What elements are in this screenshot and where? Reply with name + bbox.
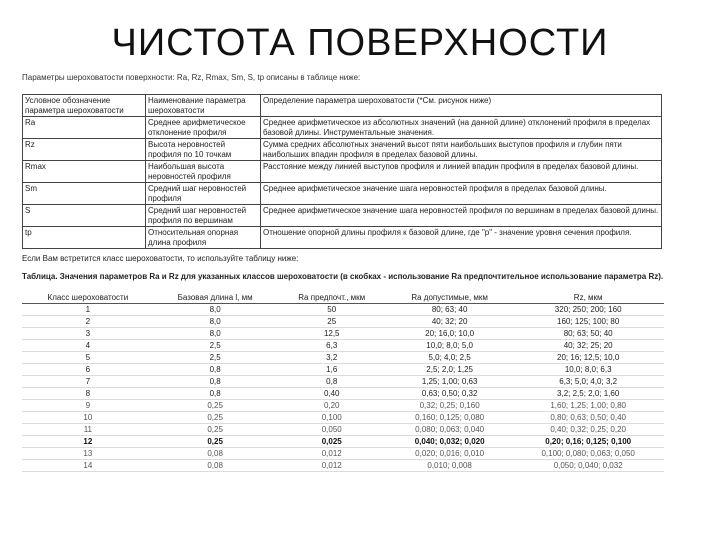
- table-cell: 20; 16; 12,5; 10,0: [512, 352, 664, 364]
- table-cell: 40; 32; 25; 20: [512, 340, 664, 352]
- table-cell: 0,100; 0,080; 0,063; 0,050: [512, 448, 664, 460]
- table-cell: 0,8: [277, 376, 387, 388]
- table-cell: 4: [22, 340, 154, 352]
- definition-cell: Сумма средних абсолютных значений высот пяти наибольших выступов профиля и глубин пяти наибольших впадин профиля в пределах базовой длины.: [261, 139, 662, 161]
- header-cell: Ra допустимые, мкм: [387, 292, 512, 304]
- slide-title: ЧИСТОТА ПОВЕРХНОСТИ: [111, 22, 609, 64]
- header-cell: Ra предпочт., мкм: [277, 292, 387, 304]
- definition-cell: Среднее арифметическое значение шага неровностей профиля в пределах базовой длины.: [261, 183, 662, 205]
- table-cell: 0,08: [154, 460, 277, 472]
- table-caption: Таблица. Значения параметров Ra и Rz для указанных классов шероховатости (в скобках - использование Ra предпочтительное использование параметра Rz).: [22, 272, 664, 281]
- table-cell: 40; 32; 20: [387, 316, 512, 328]
- table-cell: 0,010; 0,008: [387, 460, 512, 472]
- table-cell: 5,0; 4,0; 2,5: [387, 352, 512, 364]
- table-cell: 11: [22, 424, 154, 436]
- symbol-cell: tp: [23, 227, 146, 249]
- table-cell: 6,3: [277, 340, 387, 352]
- table-cell: 9: [22, 400, 154, 412]
- table-cell: 0,8: [154, 376, 277, 388]
- table-row: [22, 304, 664, 316]
- table-cell: 0,050; 0,040; 0,032: [512, 460, 664, 472]
- table-cell: 5: [22, 352, 154, 364]
- table-cell: 2: [22, 316, 154, 328]
- table-cell: 20; 16,0; 10,0: [387, 328, 512, 340]
- symbol-cell: S: [23, 205, 146, 227]
- table-cell: 14: [22, 460, 154, 472]
- header-cell: Наименование параметра шероховатости: [146, 95, 261, 117]
- intro-text: Параметры шероховатости поверхности: Ra, Rz, Rmax, Sm, S, tp описаны в таблице ниже:: [22, 73, 361, 82]
- table-row: [22, 316, 664, 328]
- table-cell: 0,050: [277, 424, 387, 436]
- table-cell: 0,40: [277, 388, 387, 400]
- table-row: [22, 328, 664, 340]
- symbol-cell: Sm: [23, 183, 146, 205]
- table-cell: 0,025: [277, 436, 387, 448]
- table-cell: 12: [22, 436, 154, 448]
- table-cell: 8: [22, 388, 154, 400]
- table-cell: 0,25: [154, 436, 277, 448]
- table-row: [22, 340, 664, 352]
- table-cell: 13: [22, 448, 154, 460]
- header-cell: Базовая длина l, мм: [154, 292, 277, 304]
- table-cell: 3: [22, 328, 154, 340]
- table-cell: 0,8: [154, 388, 277, 400]
- table-cell: 0,80; 0,63; 0,50; 0,40: [512, 412, 664, 424]
- table-row: [22, 460, 664, 472]
- table-cell: 0,40; 0,32; 0,25; 0,20: [512, 424, 664, 436]
- definition-cell: Среднее арифметическое из абсолютных значений (на данной длине) отклонений профиля в пределах базовой длины. Инструментальные значения.: [261, 117, 662, 139]
- table-cell: 0,012: [277, 460, 387, 472]
- table-cell: 1: [22, 304, 154, 316]
- table-cell: 0,08: [154, 448, 277, 460]
- header-cell: Определение параметра шероховатости (*См. рисунок ниже): [261, 95, 662, 117]
- table-row: [22, 436, 664, 448]
- symbol-cell: Rz: [23, 139, 146, 161]
- table-cell: 80; 63; 40: [387, 304, 512, 316]
- definition-cell: Среднее арифметическое значение шага неровностей профиля по вершинам в пределах базовой длины.: [261, 205, 662, 227]
- table-cell: 2,5: [154, 352, 277, 364]
- table-cell: 0,20; 0,16; 0,125; 0,100: [512, 436, 664, 448]
- table-row: [22, 352, 664, 364]
- table-cell: 0,63; 0,50; 0,32: [387, 388, 512, 400]
- table-cell: 1,6: [277, 364, 387, 376]
- name-cell: Относительная опорная длина профиля: [146, 227, 261, 249]
- name-cell: Высота неровностей профиля по 10 точкам: [146, 139, 261, 161]
- table-cell: 3,2; 2,5; 2,0; 1,60: [512, 388, 664, 400]
- table-cell: 7: [22, 376, 154, 388]
- table-cell: 1,60; 1,25; 1,00; 0,80: [512, 400, 664, 412]
- table-cell: 0,25: [154, 412, 277, 424]
- header-cell: Rz, мкм: [512, 292, 664, 304]
- table-cell: 0,020; 0,016; 0,010: [387, 448, 512, 460]
- definition-cell: Расстояние между линией выступов профиля и линией впадин профиля в пределах базовой длины.: [261, 161, 662, 183]
- table-cell: 8,0: [154, 316, 277, 328]
- definition-cell: Отношение опорной длины профиля к базовой длине, где "p" - значение уровня сечения профиля.: [261, 227, 662, 249]
- table-cell: 2,5: [154, 340, 277, 352]
- table-row: [22, 364, 664, 376]
- parameter-table: [22, 94, 662, 249]
- table-cell: 80; 63; 50; 40: [512, 328, 664, 340]
- name-cell: Наибольшая высота неровностей профиля: [146, 161, 261, 183]
- table-cell: 0,012: [277, 448, 387, 460]
- symbol-cell: Rmax: [23, 161, 146, 183]
- table-header-row: [23, 95, 662, 117]
- table-cell: 6: [22, 364, 154, 376]
- table-cell: 0,040; 0,032; 0,020: [387, 436, 512, 448]
- table-cell: 320; 250; 200; 160: [512, 304, 664, 316]
- roughness-class-table: [22, 292, 664, 472]
- table-row: [22, 448, 664, 460]
- table-cell: 10,0; 8,0; 6,3: [512, 364, 664, 376]
- table-cell: 12,5: [277, 328, 387, 340]
- table-cell: 160; 125; 100; 80: [512, 316, 664, 328]
- table-row: [23, 183, 662, 205]
- symbol-cell: Ra: [23, 117, 146, 139]
- table-row: [23, 227, 662, 249]
- name-cell: Среднее арифметическое отклонение профиля: [146, 117, 261, 139]
- table-cell: 0,25: [154, 400, 277, 412]
- table-cell: 0,8: [154, 364, 277, 376]
- table-cell: 25: [277, 316, 387, 328]
- table-cell: 10: [22, 412, 154, 424]
- table-cell: 50: [277, 304, 387, 316]
- table-row: [23, 117, 662, 139]
- table-row: [23, 161, 662, 183]
- table-cell: 0,20: [277, 400, 387, 412]
- table-row: [22, 376, 664, 388]
- table-cell: 10,0; 8,0; 5,0: [387, 340, 512, 352]
- table-row: [23, 139, 662, 161]
- table-cell: 8,0: [154, 328, 277, 340]
- table-cell: 3,2: [277, 352, 387, 364]
- table-header-row: [22, 292, 664, 304]
- table-row: [22, 400, 664, 412]
- table-row: [22, 412, 664, 424]
- table-body: [22, 304, 664, 472]
- name-cell: Средний шаг неровностей профиля: [146, 183, 261, 205]
- table-cell: 1,25; 1,00; 0,63: [387, 376, 512, 388]
- table-cell: 8,0: [154, 304, 277, 316]
- header-cell: Условное обозначение параметра шероховатости: [23, 95, 146, 117]
- table-cell: 0,100: [277, 412, 387, 424]
- header-cell: Класс шероховатости: [22, 292, 154, 304]
- table-cell: 0,080; 0,063; 0,040: [387, 424, 512, 436]
- table-cell: 2,5; 2,0; 1,25: [387, 364, 512, 376]
- table-cell: 0,160; 0,125; 0,080: [387, 412, 512, 424]
- table-cell: 0,32; 0,25; 0,160: [387, 400, 512, 412]
- table-cell: 6,3; 5,0; 4,0; 3,2: [512, 376, 664, 388]
- table-row: [22, 424, 664, 436]
- table-cell: 0,25: [154, 424, 277, 436]
- table-row: [22, 388, 664, 400]
- table-row: [23, 205, 662, 227]
- note-text: Если Вам встретится класс шероховатости, то используйте таблицу ниже:: [22, 254, 299, 263]
- name-cell: Средний шаг неровностей профиля по вершинам: [146, 205, 261, 227]
